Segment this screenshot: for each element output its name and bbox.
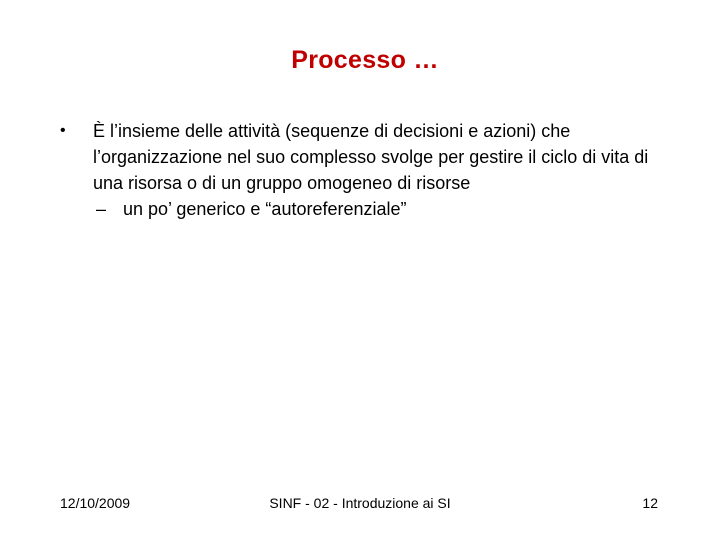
slide-title: Processo … [291, 46, 439, 74]
bullet-list [60, 118, 680, 222]
bullet-marker: • [60, 122, 66, 139]
bullet-text: È l’insieme delle attività (sequenze di decisioni e azioni) che l’organizzazione nel suo complesso svolge per gestire il ciclo di vita di una risorsa o di un gruppo omogeneo di risorse [93, 121, 649, 193]
footer-date: 12/10/2009 [60, 495, 131, 511]
bullet-item [60, 118, 680, 196]
footer-center-text: SINF - 02 - Introduzione ai SI [269, 495, 451, 511]
sub-bullet-marker: – [96, 199, 107, 219]
sub-bullet-item [60, 196, 680, 222]
footer-page-number: 12 [642, 495, 658, 511]
sub-bullet-text: un po’ generico e “autoreferenziale” [123, 199, 407, 219]
